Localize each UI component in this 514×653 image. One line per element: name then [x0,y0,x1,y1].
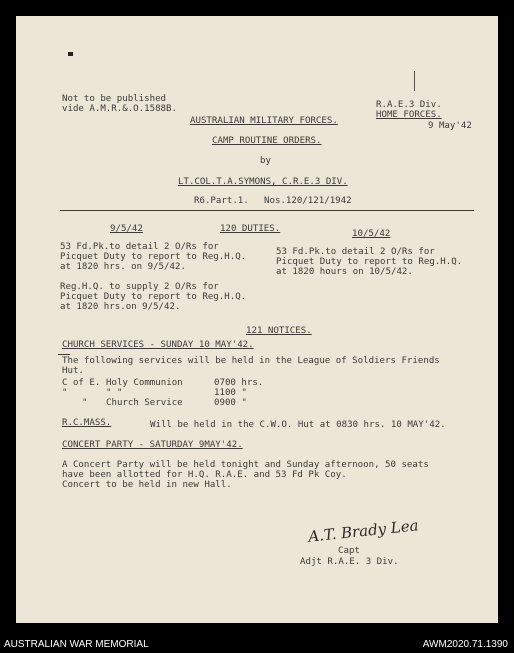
document-title: AUSTRALIAN MILITARY FORCES. [190,116,338,126]
margin-mark [414,71,415,91]
staple-mark [68,52,73,56]
concert-heading: CONCERT PARTY - SATURDAY 9MAY'42. [62,440,243,450]
order-numbers: Nos.120/121/1942 [264,196,352,206]
officer-name: LT.COL.T.A.SYMONS, C.R.E.3 DIV. [178,177,348,187]
service-3-time: 0900 " [214,398,247,408]
service-1-time: 0700 hrs. [214,378,264,388]
duty-left-1-line-1: 53 Fd.Pk.to detail 2 O/Rs for [60,242,219,252]
concert-line-3: Concert to be held in new Hall. [62,480,232,490]
home-forces-line: HOME FORCES. [376,110,442,120]
service-3-denomination: " [82,398,88,408]
service-1-denomination: C of E. [62,378,101,388]
unit-line: R.A.E.3 Div. [376,100,442,110]
duty-left-1-line-2: Picquet Duty to report to Reg.H.Q. [60,252,247,262]
archive-accession-number: AWM2020.71.1390 [422,639,508,650]
document-subtitle: CAMP ROUTINE ORDERS. [212,136,322,146]
service-1-name: Holy Communion [106,378,183,388]
document-date: 9 May'42 [428,121,472,131]
rc-mass-label: R.C.MASS. [62,418,112,428]
duty-right-line-3: at 1820 hours on 10/5/42. [276,267,413,277]
church-intro-line-1: The following services will be held in the League of Soldiers Friends [62,356,440,366]
duties-left-date: 9/5/42 [110,224,143,234]
duties-heading: 120 DUTIES. [220,224,281,234]
church-intro-line-2: Hut. [62,366,84,376]
duty-right-line-2: Picquet Duty to report to Reg.H.Q. [276,257,463,267]
not-published-line-2: vide A.M.R.&.O.1588B. [62,104,177,114]
header-divider [60,210,474,211]
service-2-time: 1100 " [214,388,247,398]
not-published-line-1: Not to be published [62,94,167,104]
duty-left-1-line-3: at 1820 hrs. on 9/5/42. [60,262,186,272]
signature-role: Adjt R.A.E. 3 Div. [300,557,399,567]
archive-credit: AUSTRALIAN WAR MEMORIAL [4,639,149,650]
document-page [16,16,498,623]
service-2-name: " " [106,388,123,398]
duty-left-2-line-2: Picquet Duty to report to Reg.H.Q. [60,292,247,302]
notices-heading: 121 NOTICES. [246,326,312,336]
rc-mass-text: Will be held in the C.W.O. Hut at 0830 hrs. 10 MAY'42. [150,420,446,430]
service-2-denomination: " [62,388,68,398]
church-rule [58,354,70,355]
duty-right-line-1: 53 Fd.Pk.to detail 2 O/Rs for [276,247,435,257]
church-services-heading: CHURCH SERVICES - SUNDAY 10 MAY'42. [62,340,254,350]
concert-line-2: have been allotted for H.Q. R.A.E. and 53 Fd Pk Coy. [62,470,347,480]
duties-right-date: 10/5/42 [352,229,391,239]
duty-left-2-line-3: at 1820 hrs.on 9/5/42. [60,302,181,312]
service-3-name: Church Service [106,398,183,408]
part-number: R6.Part.1. [194,196,249,206]
concert-line-1: A Concert Party will be held tonight and Sunday afternoon, 50 seats [62,460,429,470]
handwritten-signature: A.T. Brady Lea [307,516,420,546]
by-label: by [260,156,271,166]
signature-rank: Capt [338,546,360,556]
duty-left-2-line-1: Reg.H.Q. to supply 2 O/Rs for [60,282,219,292]
